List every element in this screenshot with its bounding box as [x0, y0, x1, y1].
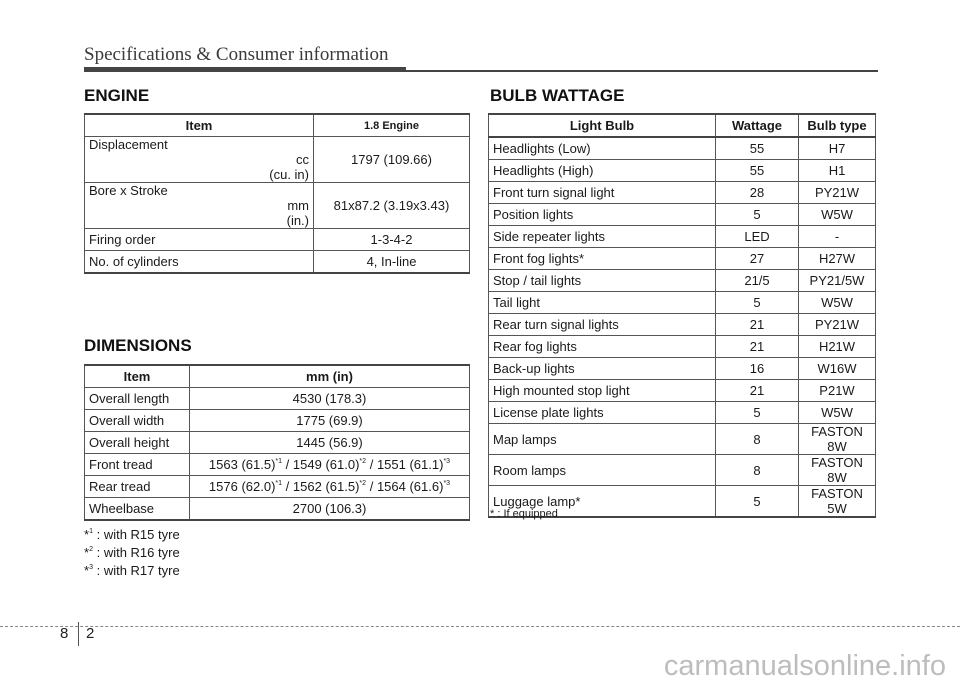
footnote-mark: *1 — [275, 458, 283, 465]
row-label: Bore x Stroke — [89, 183, 168, 198]
footnote-r16: *$^2$ : with R16 tyre — [84, 545, 180, 560]
dimension-label: Overall length — [85, 388, 190, 410]
engine-col-engine: 1.8 Engine — [314, 114, 470, 137]
separator: / — [369, 457, 374, 472]
footnote-r15: *$^1$ : with R15 tyre — [84, 527, 180, 542]
bulb-wattage: 5 — [716, 486, 799, 518]
separator: / — [369, 479, 374, 494]
table-row — [85, 388, 470, 410]
bulb-table — [488, 113, 876, 518]
tread-value-r17: 1551 (61.1) — [376, 457, 444, 472]
footnote-mark: *1 — [275, 480, 283, 487]
table-row — [489, 270, 876, 292]
bulb-name: Headlights (High) — [489, 160, 716, 182]
bulb-wattage: 21 — [716, 336, 799, 358]
footnote-mark: *3 — [443, 458, 451, 465]
bulb-type: P21W — [799, 380, 876, 402]
header-rule — [406, 70, 878, 72]
table-row — [489, 182, 876, 204]
tread-value-r16: 1562 (61.5) — [292, 479, 360, 494]
engine-row-value: 4, In-line — [314, 251, 470, 274]
bulb-type: FASTON 8W — [799, 424, 876, 455]
table-row — [85, 454, 470, 476]
bulb-wattage: 8 — [716, 455, 799, 486]
bulb-name: Rear turn signal lights — [489, 314, 716, 336]
bulb-name: License plate lights — [489, 402, 716, 424]
bulb-name: Headlights (Low) — [489, 137, 716, 160]
row-label: Displacement — [89, 137, 168, 152]
dimension-label: Overall width — [85, 410, 190, 432]
bulb-wattage: 55 — [716, 137, 799, 160]
bulb-wattage: LED — [716, 226, 799, 248]
bulb-type: PY21/5W — [799, 270, 876, 292]
engine-row-label — [85, 137, 314, 183]
footnote-mark: *2 — [359, 480, 367, 487]
dimension-value: 1445 (56.9) — [190, 432, 470, 454]
dimension-value — [190, 454, 470, 476]
header-title: Specifications & Consumer information — [84, 44, 389, 65]
table-header-row — [85, 365, 470, 388]
engine-row-value: 1-3-4-2 — [314, 229, 470, 251]
unit-primary: cc — [296, 152, 309, 167]
footnote-r17: *$^3$ : with R17 tyre — [84, 563, 180, 578]
table-row — [489, 358, 876, 380]
bulb-wattage: 5 — [716, 204, 799, 226]
bulb-name: Side repeater lights — [489, 226, 716, 248]
dimensions-table — [84, 364, 470, 521]
engine-row-label — [85, 183, 314, 229]
bulb-type: H7 — [799, 137, 876, 160]
engine-row-value: 1797 (109.66) — [314, 137, 470, 183]
footnote-mark: *2 — [359, 458, 367, 465]
engine-row-value: 81x87.2 (3.19x3.43) — [314, 183, 470, 229]
page-divider — [78, 622, 79, 646]
bulb-type: W5W — [799, 292, 876, 314]
table-row — [489, 336, 876, 358]
dimension-label: Front tread — [85, 454, 190, 476]
tread-value-r16: 1549 (61.0) — [292, 457, 360, 472]
unit-secondary: (cu. in) — [269, 167, 309, 182]
bulb-wattage: 16 — [716, 358, 799, 380]
bulb-wattage: 27 — [716, 248, 799, 270]
table-row — [489, 248, 876, 270]
bulb-type: - — [799, 226, 876, 248]
table-row — [489, 226, 876, 248]
bulb-name: Stop / tail lights — [489, 270, 716, 292]
bulb-name: Luggage lamp* — [489, 486, 716, 518]
bulb-name: Rear fog lights — [489, 336, 716, 358]
separator: / — [285, 457, 290, 472]
engine-title: ENGINE — [84, 86, 150, 105]
bulb-name: Room lamps — [489, 455, 716, 486]
tread-value-r15: 1576 (62.0) — [208, 479, 276, 494]
table-row — [489, 204, 876, 226]
bulb-col-name: Light Bulb — [489, 114, 716, 137]
dimension-label: Wheelbase — [85, 498, 190, 521]
table-header-row — [489, 114, 876, 137]
bulb-type: H1 — [799, 160, 876, 182]
bulb-wattage: 55 — [716, 160, 799, 182]
table-header-row — [85, 114, 470, 137]
bulb-name: High mounted stop light — [489, 380, 716, 402]
engine-table — [84, 113, 470, 274]
table-row — [489, 292, 876, 314]
bulb-name: Tail light — [489, 292, 716, 314]
dimensions-title: DIMENSIONS — [84, 336, 192, 355]
bulb-wattage: 21 — [716, 380, 799, 402]
bulbs-title: BULB WATTAGE — [490, 86, 625, 105]
unit-secondary: (in.) — [286, 213, 309, 228]
dimension-label: Rear tread — [85, 476, 190, 498]
bulb-type: W5W — [799, 402, 876, 424]
bulb-wattage: 5 — [716, 402, 799, 424]
bulb-type: H27W — [799, 248, 876, 270]
tread-value-r17: 1564 (61.6) — [376, 479, 444, 494]
dimension-value: 1775 (69.9) — [190, 410, 470, 432]
bulb-wattage: 21 — [716, 314, 799, 336]
separator: / — [285, 479, 290, 494]
dimensions-col-value: mm (in) — [190, 365, 470, 388]
table-row — [489, 314, 876, 336]
bulb-type: FASTON 5W — [799, 486, 876, 518]
bulb-name: Position lights — [489, 204, 716, 226]
dimension-value — [190, 476, 470, 498]
table-row — [85, 410, 470, 432]
engine-row-label: No. of cylinders — [85, 251, 314, 274]
unit-primary: mm — [287, 198, 309, 213]
table-row — [489, 380, 876, 402]
watermark: carmanualsonline.info — [663, 650, 946, 682]
table-row — [85, 183, 470, 229]
bulb-wattage: 5 — [716, 292, 799, 314]
bulb-name: Front turn signal light — [489, 182, 716, 204]
dimension-value: 4530 (178.3) — [190, 388, 470, 410]
footnote-mark: *3 — [443, 480, 451, 487]
bulb-name: Map lamps — [489, 424, 716, 455]
table-row — [85, 251, 470, 274]
table-row — [489, 137, 876, 160]
table-row — [489, 455, 876, 486]
bulb-wattage: 21/5 — [716, 270, 799, 292]
table-row — [85, 229, 470, 251]
dimension-value: 2700 (106.3) — [190, 498, 470, 521]
if-equipped-note: * : If equipped — [490, 508, 558, 520]
bulb-type: W16W — [799, 358, 876, 380]
table-row — [489, 402, 876, 424]
table-row — [85, 137, 470, 183]
dimensions-col-item: Item — [85, 365, 190, 388]
tread-value-r15: 1563 (61.5) — [208, 457, 276, 472]
header-bar — [84, 67, 406, 72]
bulb-type: W5W — [799, 204, 876, 226]
page-number: 2 — [86, 625, 95, 642]
bulb-name: Back-up lights — [489, 358, 716, 380]
table-row — [85, 498, 470, 521]
bulb-type: PY21W — [799, 182, 876, 204]
bulb-wattage: 28 — [716, 182, 799, 204]
engine-col-item: Item — [85, 114, 314, 137]
table-row — [85, 476, 470, 498]
engine-row-label: Firing order — [85, 229, 314, 251]
table-row — [489, 424, 876, 455]
bulb-type: PY21W — [799, 314, 876, 336]
footer-dashed-rule — [0, 626, 960, 627]
bulb-name: Front fog lights* — [489, 248, 716, 270]
dimension-label: Overall height — [85, 432, 190, 454]
page-section: 8 — [60, 625, 69, 642]
bulb-wattage: 8 — [716, 424, 799, 455]
table-row — [85, 432, 470, 454]
bulb-col-watt: Wattage — [716, 114, 799, 137]
bulb-col-type: Bulb type — [799, 114, 876, 137]
bulb-type: H21W — [799, 336, 876, 358]
bulb-type: FASTON 8W — [799, 455, 876, 486]
table-row — [489, 160, 876, 182]
